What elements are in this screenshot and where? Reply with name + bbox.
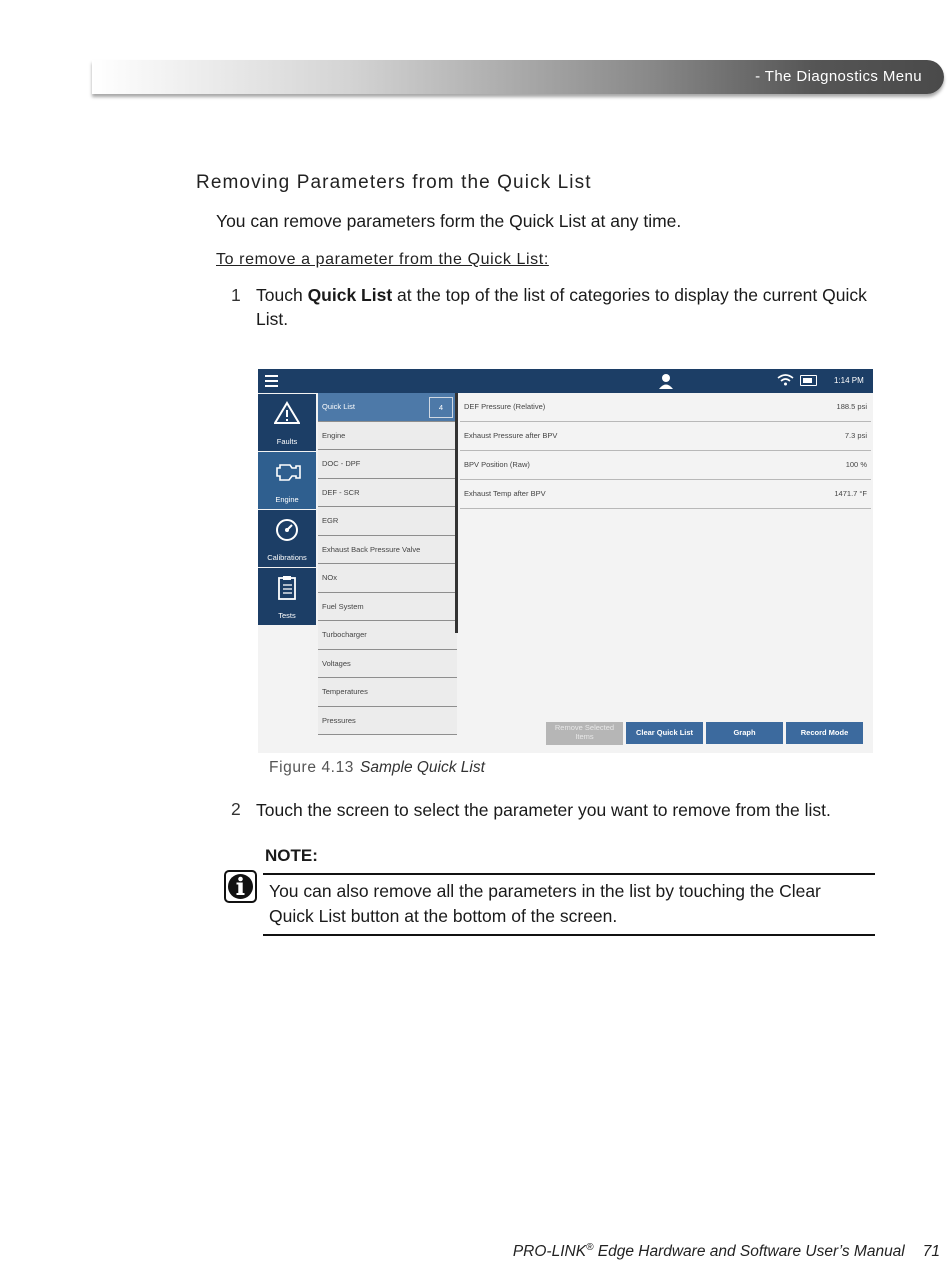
category-list <box>318 393 457 753</box>
category-item[interactable]: DEF - SCR <box>318 479 457 508</box>
note-label: NOTE: <box>265 846 318 865</box>
parameter-name: Exhaust Pressure after BPV <box>464 431 558 440</box>
note-bottom-rule <box>263 934 875 936</box>
category-item[interactable]: EGR <box>318 507 457 536</box>
rail-item-label: Tests <box>278 611 296 620</box>
rail-item-faults[interactable] <box>258 394 316 451</box>
parameter-row[interactable] <box>460 393 871 422</box>
registered-mark: ® <box>586 1242 594 1253</box>
battery-icon <box>800 375 817 386</box>
intro-paragraph: You can remove parameters form the Quick List at any time. <box>216 211 682 231</box>
category-item[interactable]: NOx <box>318 564 457 593</box>
category-item-quick-list[interactable] <box>318 393 457 422</box>
category-item[interactable]: Fuel System <box>318 593 457 622</box>
category-item[interactable]: Pressures <box>318 707 457 736</box>
category-label: Quick List <box>322 402 355 411</box>
section-title: Removing Parameters from the Quick List <box>196 172 592 193</box>
parameter-name: DEF Pressure (Relative) <box>464 402 546 411</box>
parameter-row[interactable] <box>460 480 871 509</box>
info-icon <box>224 870 257 903</box>
parameter-list <box>460 393 871 509</box>
clear-quick-list-button[interactable]: Clear Quick List <box>626 722 703 744</box>
note-text: You can also remove all the parameters in the list by touching the Clear Quick List button at the bottom of the screen. <box>269 881 821 926</box>
category-item[interactable]: Temperatures <box>318 678 457 707</box>
step-text <box>256 283 880 331</box>
category-item[interactable]: Turbocharger <box>318 621 457 650</box>
procedure-heading: To remove a parameter from the Quick List: <box>216 251 549 268</box>
parameter-value: 100 % <box>845 460 867 469</box>
chapter-header-band <box>92 60 944 94</box>
manual-title-rest: Edge Hardware and Software User’s Manual <box>593 1243 905 1261</box>
wifi-icon <box>777 373 794 386</box>
parameter-value: 188.5 psi <box>836 402 867 411</box>
gauge-icon <box>274 517 300 541</box>
clock: 1:14 PM <box>834 376 864 385</box>
rail-item-label: Faults <box>276 437 298 446</box>
step-text-part: Touch <box>256 285 308 305</box>
note-top-rule <box>263 873 875 875</box>
category-item[interactable]: Exhaust Back Pressure Valve <box>318 536 457 565</box>
rail-item-label: Engine <box>275 495 299 504</box>
technician-icon[interactable] <box>658 372 674 389</box>
clipboard-icon <box>274 575 300 601</box>
step-text-part: at the top of the list of categories to display the current Quick List. <box>256 285 867 329</box>
graph-button[interactable]: Graph <box>706 722 783 744</box>
figure-number: Figure 4.13 <box>269 759 355 776</box>
figure-title: Sample Quick List <box>360 759 485 776</box>
menu-icon[interactable] <box>265 375 278 387</box>
parameter-value: 7.3 psi <box>844 431 867 440</box>
remove-selected-items-button[interactable]: Remove Selected Items <box>546 722 623 745</box>
step-bold-term: Quick List <box>307 285 393 305</box>
category-item[interactable]: Voltages <box>318 650 457 679</box>
category-item[interactable]: Engine <box>318 422 457 451</box>
category-item[interactable]: DOC - DPF <box>318 450 457 479</box>
parameter-row[interactable] <box>460 422 871 451</box>
category-scrollbar[interactable] <box>455 393 458 633</box>
page-footer <box>513 1242 940 1261</box>
rail-item-engine[interactable] <box>258 452 316 509</box>
parameter-value: 1471.7 °F <box>834 489 867 498</box>
engine-icon <box>274 459 302 483</box>
record-mode-button[interactable]: Record Mode <box>786 722 863 744</box>
parameter-name: Exhaust Temp after BPV <box>464 489 546 498</box>
step-text: Touch the screen to select the parameter you want to remove from the list. <box>256 800 831 820</box>
nav-rail <box>258 393 316 753</box>
manual-title: PRO-LINK <box>512 1243 587 1261</box>
rail-item-calibrations[interactable] <box>258 510 316 567</box>
parameter-name: BPV Position (Raw) <box>464 460 530 469</box>
rail-item-tests[interactable] <box>258 568 316 625</box>
warning-icon <box>274 401 300 425</box>
quick-list-count: 4 <box>429 397 453 418</box>
sample-quick-list-screenshot <box>258 369 873 753</box>
step-number: 1 <box>231 285 241 305</box>
app-top-bar <box>258 369 873 393</box>
chapter-header-text: - The Diagnostics Menu <box>755 68 922 85</box>
rail-item-label: Calibrations <box>267 553 307 562</box>
parameter-row[interactable] <box>460 451 871 480</box>
step-number: 2 <box>231 799 241 819</box>
page-number: 71 <box>922 1243 940 1261</box>
figure-caption <box>269 759 485 777</box>
